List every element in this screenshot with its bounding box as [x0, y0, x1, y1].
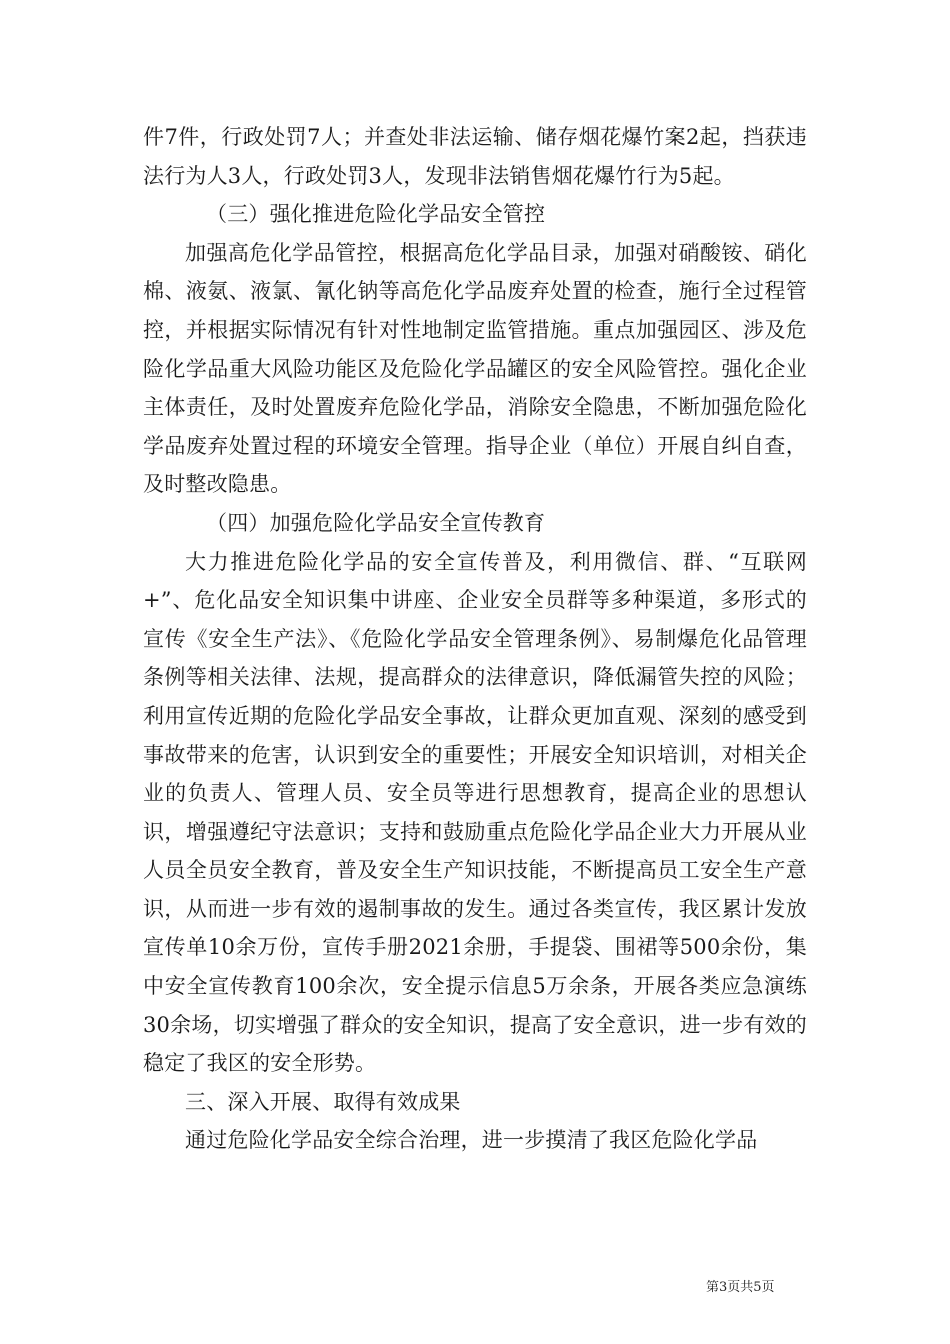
- paragraph-chemical-control: 加强高危化学品管控，根据高危化学品目录，加强对硝酸铵、硝化棉、液氨、液氯、氰化钠等高危化学品废弃处置的检查，施行全过程管控，并根据实际情况有针对性地制定监管措施。重点加强园区、涉及危险化学品重大风险功能区及危险化学品罐区的安全风险管控。强化企业主体责任，及时处置废弃危险化学品，消除安全隐患，不断加强危险化学品废弃处置过程的环境安全管理。指导企业（单位）开展自纠自查，及时整改隐患。: [143, 240, 807, 497]
- paragraph-safety-education: 大力推进危险化学品的安全宣传普及，利用微信、群、“互联网+”、危化品安全知识集中讲座、企业安全员群等多种渠道，多形式的宣传《安全生产法》、《危险化学品安全管理条例》、易制爆危化品管理条例等相关法律、法规，提高群众的法律意识，降低漏管失控的风险；利用宣传近期的危险化学品安全事故，让群众更加直观、深刻的感受到事故带来的危害，认识到安全的重要性；开展安全知识培训，对相关企业的负责人、管理人员、安全员等进行思想教育，提高企业的思想认识，增强遵纪守法意识；支持和鼓励重点危险化学品企业大力开展从业人员全员安全教育，普及安全生产知识技能，不断提高员工安全生产意识，从而进一步有效的遏制事故的发生。通过各类宣传，我区累计发放宣传单10余万份，宣传手册2021余册，手提袋、围裙等500余份，集中安全宣传教育100余次，安全提示信息5万余条，开展各类应急演练30余场，切实增强了群众的安全知识，提高了安全意识，进一步有效的稳定了我区的安全形势。: [143, 549, 807, 1076]
- section-heading-results: 三、深入开展、取得有效成果: [185, 1089, 461, 1114]
- section-heading-4: （四）加强危险化学品安全宣传教育: [206, 510, 546, 535]
- paragraph-results: 通过危险化学品安全综合治理，进一步摸清了我区危险化学品: [185, 1128, 758, 1153]
- page-number: 第3页共5页: [706, 1280, 775, 1295]
- document-body: [143, 118, 807, 1160]
- section-heading-3: （三）强化推进危险化学品安全管控: [206, 202, 546, 227]
- paragraph-continuation: 件7件，行政处罚7人；并查处非法运输、储存烟花爆竹案2起，挡获违法行为人3人，行政处罚3人，发现非法销售烟花爆竹行为5起。: [143, 125, 807, 188]
